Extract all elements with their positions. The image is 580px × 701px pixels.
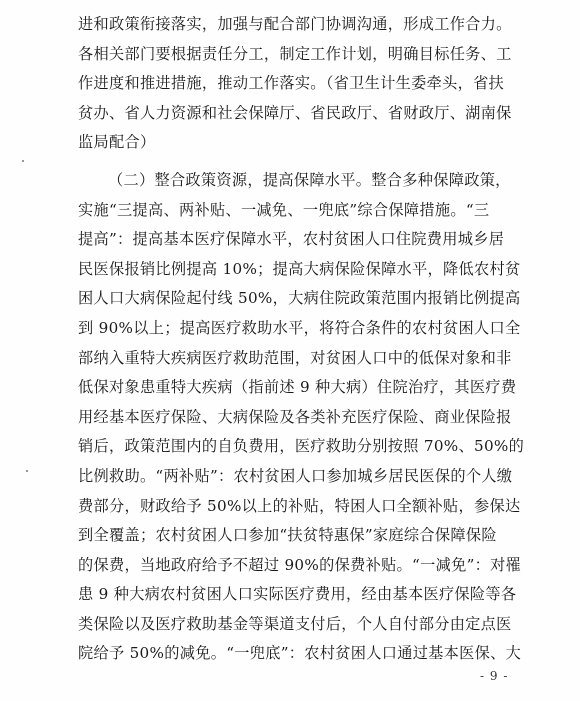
text-line: 作进度和推进措施，推动工作落实。（省卫生计生委牵头，省扶 [78, 74, 505, 93]
page-number: - 9 - [480, 669, 509, 683]
text-line: 销后，政策范围内的自负费用，医疗救助分别按照 70%、50%的 [78, 437, 525, 456]
paragraph-2 [78, 166, 525, 669]
text-line: 到 90%以上；提高医疗救助水平，将符合条件的农村贫困人口全 [78, 318, 521, 337]
text-line: 提高”：提高基本医疗保障水平，农村贫困人口住院费用城乡居 [78, 230, 505, 249]
text-line: 实施“三提高、两补贴、一减免、一兜底”综合保障措施。“三 [78, 200, 490, 219]
text-line: 部纳入重特大疾病医疗救助范围，对贫困人口中的低保对象和非 [78, 348, 512, 367]
scan-speck [22, 160, 24, 162]
text-line: 比例救助。“两补贴”：农村贫困人口参加城乡居民医保的个人缴 [78, 466, 513, 485]
text-line: 类保险以及医疗救助基金等渠道支付后，个人自付部分由定点医 [78, 614, 512, 633]
text-line: 低保对象患重特大疾病（指前述 9 种大病）住院治疗，其医疗费 [78, 378, 517, 397]
text-line: 监局配合） [78, 133, 156, 152]
paragraph-1 [78, 10, 518, 158]
text-line: 困人口大病保险起付线 50%，大病住院政策范围内报销比例提高 [78, 289, 521, 308]
text-line: 到全覆盖；农村贫困人口参加“扶贫特惠保”家庭综合保障保险 [78, 526, 497, 545]
text-line: 用经基本医疗保险、大病保险及各类补充医疗保险、商业保险报 [78, 407, 512, 426]
text-line: 贫办、省人力资源和社会保障厅、省民政厅、省财政厅、湖南保 [78, 103, 512, 122]
text-line: 费部分，财政给予 50%以上的补贴，特困人口全额补贴，参保达 [78, 496, 521, 515]
text-line: 患 9 种大病农村贫困人口实际医疗费用，经由基本医疗保险等各 [78, 585, 517, 604]
section-heading-line: （二）整合政策资源，提高保障水平。整合多种保障政策， [108, 170, 511, 189]
text-line: 民医保报销比例提高 10%；提高大病保险保障水平，降低农村贫 [78, 259, 521, 278]
text-line: 进和政策衔接落实，加强与配合部门协调沟通，形成工作合力。 [78, 15, 512, 33]
scan-speck [26, 470, 28, 472]
text-line: 院给予 50%的减免。“一兜底”：农村贫困人口通过基本医保、大 [78, 644, 522, 663]
body-text [78, 10, 525, 669]
text-line: 的保费，当地政府给予不超过 90%的保费补贴。“一减免”：对罹 [78, 555, 522, 574]
text-line: 各相关部门要根据责任分工，制定工作计划，明确目标任务、工 [78, 44, 512, 63]
